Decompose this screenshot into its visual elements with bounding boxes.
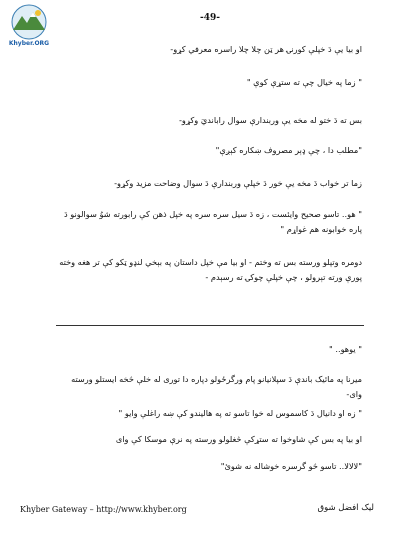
paragraph: " زه او دانيال دَ کاسموس له خوا تاسو ته په هاليندو کې ښه راغلې وايو " bbox=[118, 408, 362, 418]
paragraph: "مطلب دا ، چې ډېر مصروف ښکاره کېږې" bbox=[215, 145, 362, 155]
paragraph: " زما په خيال چې ته ستړې کوې " bbox=[246, 77, 362, 87]
paragraph: "لالالا.. تاسو څو گرسره خوشاله نه شوئ" bbox=[220, 461, 362, 471]
paragraph: بس ته دَ ختو له مخه يې وربندارې سوال رابانديَ وکړو- bbox=[178, 115, 362, 125]
paragraph: او بيا يې دَ خپلې کورنۍ هر ټن چلا چلا راسره معرفي کړو- bbox=[170, 44, 362, 54]
footer-author: ليک افضل شوق bbox=[317, 503, 374, 513]
khyber-logo bbox=[8, 4, 50, 48]
logo-text: Khyber.ORG bbox=[8, 40, 50, 47]
footer-site: Khyber Gateway – http://www.khyber.org bbox=[20, 505, 187, 514]
paragraph: " يوهو.. " bbox=[329, 344, 362, 354]
paragraph: او بيا په بس کې شاوخوا ته ستړکې څغلولو ورسته په نرې موسکا کې وای bbox=[115, 434, 362, 444]
paragraph: زما تر خواب دَ مخه يې خور دَ خپلې وربندارې دَ سوال وضاحت مزيد وکړو- bbox=[114, 178, 362, 188]
section-divider bbox=[56, 325, 364, 326]
page-number: -49- bbox=[200, 13, 220, 23]
paragraph: ميرنا په مائيک باندې دَ سپلانيانو پام ورگرځولو دپاره دا توری له خلې څخه ايستلو ورسته وای- bbox=[71, 374, 362, 399]
paragraph: " هو.. تاسو صحيح وايئست ، زه دَ سيل سره سره په خپل ذهن کې رابورته شوُ سوالونو دَ پاره خوابونه هم غواړم " bbox=[64, 209, 362, 234]
paragraph: دومره وتپلو ورسته بس ته وختم - او بيا مې خپل داستان په بېخي لنډو ټکو کې تر هغه وخته پورې ورته تېرولو ، چې خپلې چوکۍ ته رسېدم - bbox=[59, 257, 362, 282]
